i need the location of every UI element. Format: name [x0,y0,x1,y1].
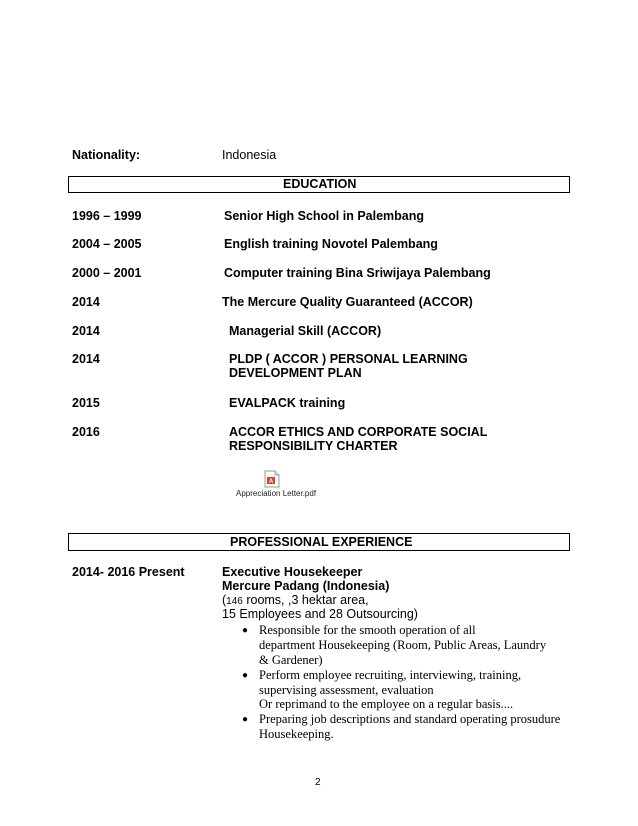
pdf-file-icon[interactable] [264,470,280,488]
edu-item: Computer training Bina Sriwijaya Palembang [224,266,491,280]
edu-year: 1996 – 1999 [72,209,142,223]
experience-heading: PROFESSIONAL EXPERIENCE [230,535,413,549]
bullet-text-line: Or reprimand to the employee on a regular basis.... [259,697,514,711]
experience-period: 2014- 2016 Present [72,565,185,579]
bullet-text-line: & Gardener) [259,653,323,667]
experience-detail-line2: 15 Employees and 28 Outsourcing) [222,607,418,621]
edu-item: The Mercure Quality Guaranteed (ACCOR) [222,295,473,309]
edu-year: 2015 [72,396,100,410]
bullet-text-line: department Housekeeping (Room, Public Areas, Laundry [259,638,547,652]
bullet-icon: ● [242,670,249,681]
experience-detail-line1: (146 rooms, ,3 hektar area, [222,593,369,607]
nationality-value: Indonesia [222,148,277,162]
edu-item-line2: DEVELOPMENT PLAN [229,366,362,380]
nationality-label: Nationality: [72,148,141,162]
edu-year: 2016 [72,425,100,439]
edu-item: English training Novotel Palembang [224,237,438,251]
bullet-text-line: supervising assessment, evaluation [259,683,434,697]
experience-title: Executive Housekeeper [222,565,363,579]
page-number: 2 [315,777,321,788]
education-heading: EDUCATION [283,177,357,191]
edu-item: Senior High School in Palembang [224,209,425,223]
bullet-text-line: Responsible for the smooth operation of all [259,623,476,637]
edu-year: 2014 [72,324,100,338]
bullet-text-line: Preparing job descriptions and standard operating prosudure [259,712,561,726]
edu-item-line2: RESPONSIBILITY CHARTER [229,439,398,453]
edu-item: EVALPACK training [229,396,346,410]
edu-item-line1: ACCOR ETHICS AND CORPORATE SOCIAL [229,425,488,439]
experience-company: Mercure Padang (Indonesia) [222,579,390,593]
edu-item-line1: PLDP ( ACCOR ) PERSONAL LEARNING [229,352,468,366]
edu-item: Managerial Skill (ACCOR) [229,324,382,338]
edu-year: 2014 [72,295,100,309]
edu-year: 2014 [72,352,100,366]
edu-year: 2000 – 2001 [72,266,142,280]
svg-text:A: A [268,479,274,485]
edu-year: 2004 – 2005 [72,237,142,251]
attachment-label[interactable]: Appreciation Letter.pdf [236,489,317,498]
bullet-text-line: Perform employee recruiting, interviewing, training, [259,668,522,682]
bullet-text-line: Housekeeping. [259,727,334,741]
bullet-icon: ● [242,714,249,725]
bullet-icon: ● [242,625,249,636]
